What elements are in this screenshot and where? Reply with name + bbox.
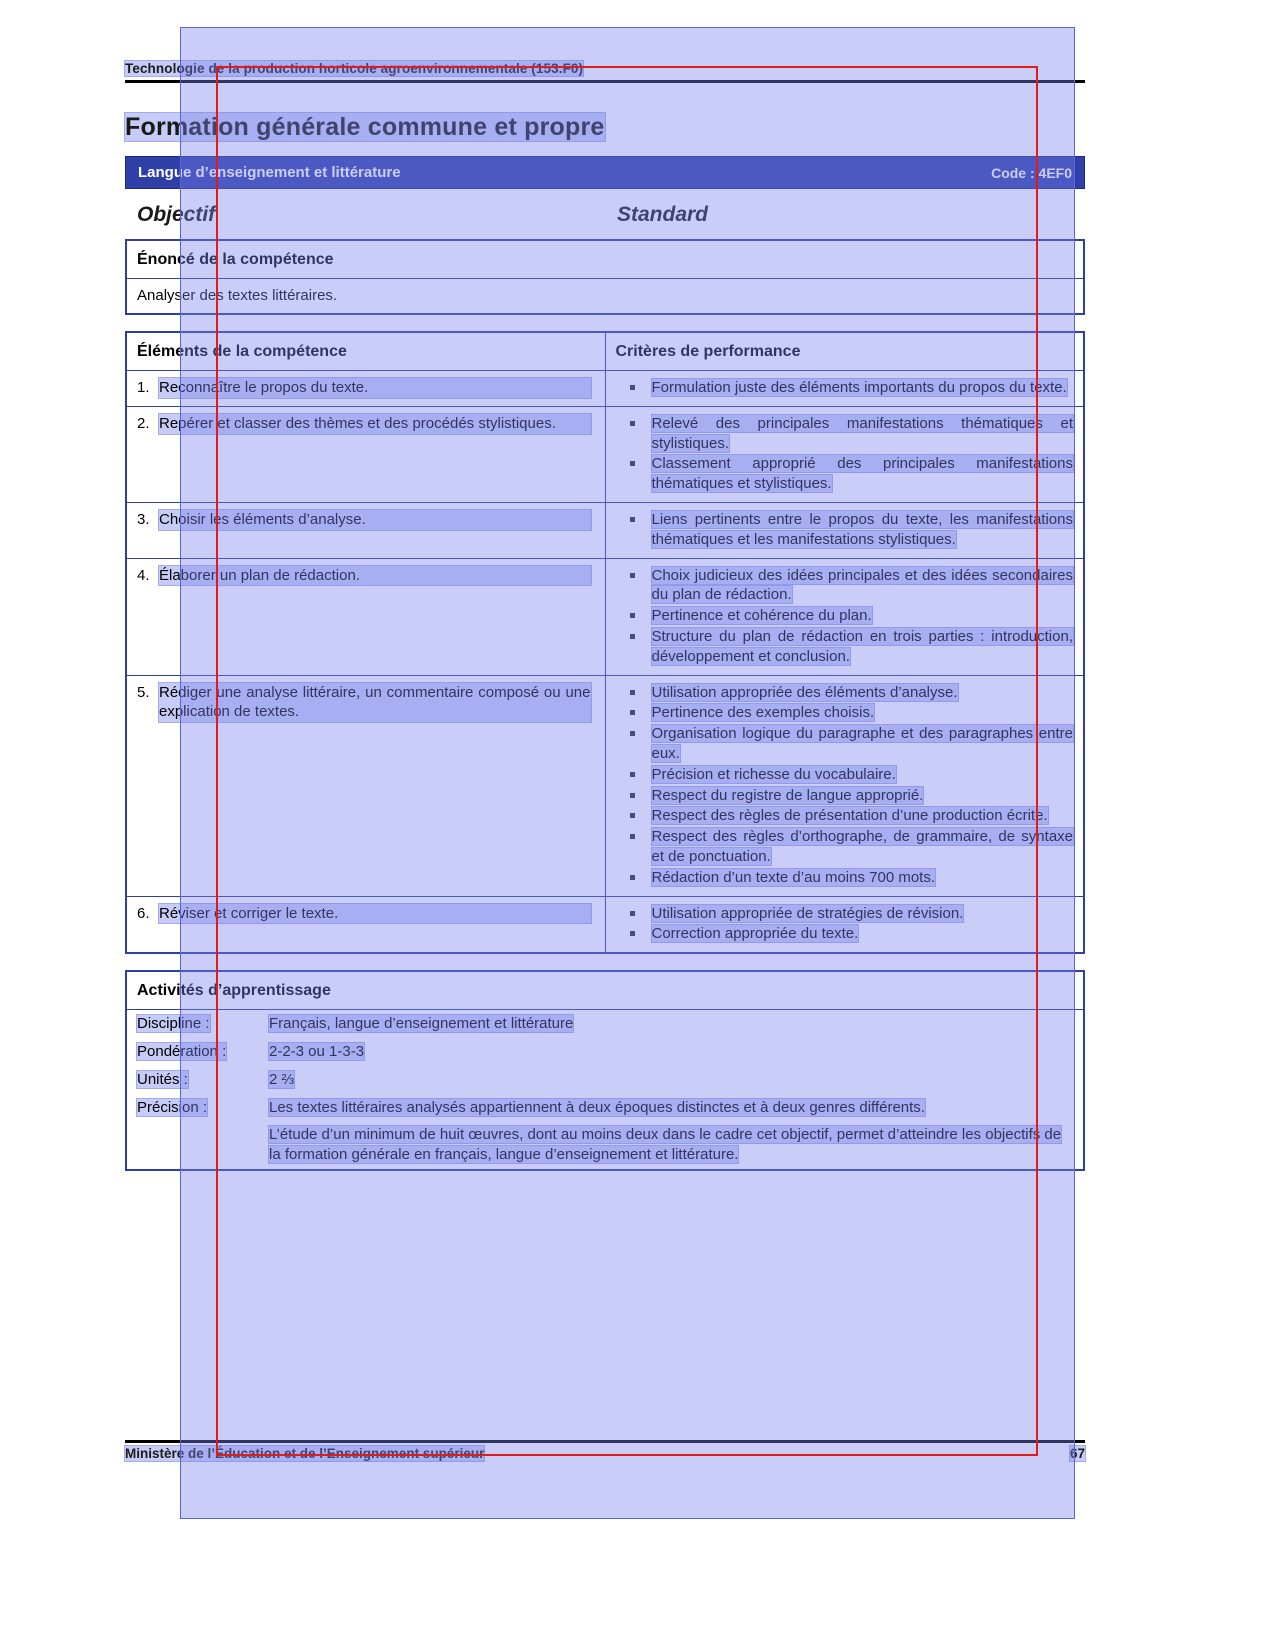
activity-value: L’étude d’un minimum de huit œuvres, dont au moins deux dans le cadre cet objectif, permet d’atteindre les objectifs de la formation générale en français, langue d’enseignement et littérature. — [259, 1121, 1084, 1170]
list-item — [616, 683, 1074, 703]
list-item — [616, 724, 1074, 764]
program-title: Technologie de la production horticole agroenvironnementale (153.F0) — [125, 61, 584, 76]
competence-element-cell — [126, 896, 605, 953]
list-item — [616, 924, 1074, 944]
activity-value: Français, langue d’enseignement et littérature — [259, 1010, 1084, 1038]
page-footer — [125, 1440, 1085, 1461]
performance-criteria-cell — [605, 675, 1084, 896]
element-number: 2. — [137, 414, 150, 432]
footer-page-number: 67 — [1069, 1446, 1085, 1461]
activity-label: Pondération : — [126, 1038, 259, 1066]
table-row — [126, 896, 1084, 953]
column-headings — [125, 203, 1085, 227]
performance-criteria-cell — [605, 896, 1084, 953]
table-row — [126, 406, 1084, 502]
criteria-list — [616, 510, 1074, 550]
list-item — [616, 606, 1074, 626]
element-text: Choisir les éléments d’analyse. — [159, 510, 591, 530]
criterion-text: Relevé des principales manifestations thématiques et stylistiques. — [651, 414, 1073, 452]
criterion-text: Choix judicieux des idées principales et des idées secondaires du plan de rédaction. — [651, 566, 1073, 604]
activity-label: Discipline : — [126, 1010, 259, 1038]
competence-element-cell — [126, 371, 605, 407]
performance-criteria-cell — [605, 406, 1084, 502]
element-text: Reconnaître le propos du texte. — [159, 378, 591, 398]
criterion-text: Liens pertinents entre le propos du texte, les manifestations thématiques et les manifestations stylistiques. — [651, 511, 1073, 548]
element-number: 3. — [137, 511, 150, 528]
list-item — [616, 627, 1074, 667]
activity-label — [126, 1121, 259, 1170]
competence-statement-text: Analyser des textes littéraires. — [126, 279, 1084, 314]
activities-header: Activités d’apprentissage — [126, 971, 1084, 1010]
criteria-list — [616, 414, 1074, 494]
criterion-text: Rédaction d’un texte d’au moins 700 mots. — [651, 868, 935, 886]
competence-criteria-table — [125, 331, 1085, 954]
table-header-row — [126, 332, 1084, 371]
activity-value: 2 ⅔ — [259, 1066, 1084, 1094]
criterion-text: Classement approprié des principales manifestations thématiques et stylistiques. — [651, 455, 1073, 493]
competence-statement-table — [125, 239, 1085, 315]
element-text: Réviser et corriger le texte. — [159, 904, 591, 924]
criterion-text: Formulation juste des éléments importants du propos du texte. — [651, 379, 1067, 397]
competence-statement-header: Énoncé de la compétence — [126, 240, 1084, 279]
section-title-text: Formation générale commune et propre — [125, 113, 605, 141]
table-row — [126, 371, 1084, 407]
element-number: 6. — [137, 904, 150, 922]
competence-element-cell — [126, 406, 605, 502]
activity-value: 2-2-3 ou 1-3-3 — [259, 1038, 1084, 1066]
competence-element-cell — [126, 558, 605, 675]
learning-activities-table — [125, 970, 1085, 1171]
table-header-row — [126, 971, 1084, 1010]
header-elements: Éléments de la compétence — [126, 332, 605, 371]
list-item — [616, 454, 1074, 494]
list-item — [616, 904, 1074, 924]
element-number: 1. — [137, 379, 150, 397]
performance-criteria-cell — [605, 371, 1084, 407]
page-content — [125, 60, 1085, 1187]
element-text: Élaborer un plan de rédaction. — [159, 566, 591, 586]
list-item — [616, 703, 1074, 723]
table-row — [126, 279, 1084, 314]
criterion-text: Précision et richesse du vocabulaire. — [651, 765, 896, 783]
table-row — [126, 1066, 1084, 1094]
table-row — [126, 240, 1084, 279]
footer-ministry: Ministère de l’Éducation et de l’Enseignement supérieur — [125, 1446, 485, 1461]
criterion-text: Utilisation appropriée de stratégies de révision. — [651, 904, 964, 922]
performance-criteria-cell — [605, 503, 1084, 559]
table-row — [126, 503, 1084, 559]
criteria-list — [616, 904, 1074, 945]
criterion-text: Organisation logique du paragraphe et des paragraphes entre eux. — [651, 725, 1073, 762]
criterion-text: Utilisation appropriée des éléments d’analyse. — [651, 683, 958, 701]
table-row — [126, 1121, 1084, 1170]
list-item — [616, 414, 1074, 454]
criteria-list — [616, 378, 1074, 398]
criterion-text: Pertinence des exemples choisis. — [651, 704, 875, 722]
competence-element-cell — [126, 503, 605, 559]
criterion-text: Pertinence et cohérence du plan. — [651, 607, 872, 625]
list-item — [616, 786, 1074, 806]
element-number: 5. — [137, 683, 150, 701]
table-row — [126, 675, 1084, 896]
criterion-text: Correction appropriée du texte. — [651, 925, 859, 943]
activity-label: Précision : — [126, 1094, 259, 1122]
element-text: Rédiger une analyse littéraire, un commentaire composé ou une explication de textes. — [159, 683, 591, 721]
heading-standard: Standard — [617, 203, 709, 226]
list-item — [616, 510, 1074, 550]
competence-element-cell — [126, 675, 605, 896]
course-name: Langue d’enseignement et littérature — [138, 164, 401, 181]
header-criteria: Critères de performance — [605, 332, 1084, 371]
table-row — [126, 1094, 1084, 1122]
course-code: Code : 4EF0 — [991, 164, 1072, 181]
list-item — [616, 868, 1074, 888]
activity-value: Les textes littéraires analysés appartiennent à deux époques distinctes et à deux genres différents. — [259, 1094, 1084, 1122]
criterion-text: Structure du plan de rédaction en trois parties : introduction, développement et conclusion. — [651, 627, 1073, 665]
activity-label: Unités : — [126, 1066, 259, 1094]
criteria-list — [616, 566, 1074, 667]
table-row — [126, 558, 1084, 675]
course-header-bar — [125, 156, 1085, 189]
criterion-text: Respect du registre de langue approprié. — [651, 786, 924, 804]
heading-objectif: Objectif — [137, 203, 216, 226]
criteria-list — [616, 683, 1074, 888]
table-row — [126, 1038, 1084, 1066]
performance-criteria-cell — [605, 558, 1084, 675]
page-title — [125, 113, 1085, 142]
criterion-text: Respect des règles de présentation d’une production écrite. — [651, 807, 1048, 825]
list-item — [616, 827, 1074, 867]
list-item — [616, 765, 1074, 785]
running-header — [125, 60, 1085, 83]
list-item — [616, 566, 1074, 606]
table-row — [126, 1010, 1084, 1038]
list-item — [616, 806, 1074, 826]
element-text: Repérer et classer des thèmes et des procédés stylistiques. — [159, 414, 591, 434]
list-item — [616, 378, 1074, 398]
criterion-text: Respect des règles d’orthographe, de grammaire, de syntaxe et de ponctuation. — [651, 828, 1073, 865]
element-number: 4. — [137, 566, 150, 584]
